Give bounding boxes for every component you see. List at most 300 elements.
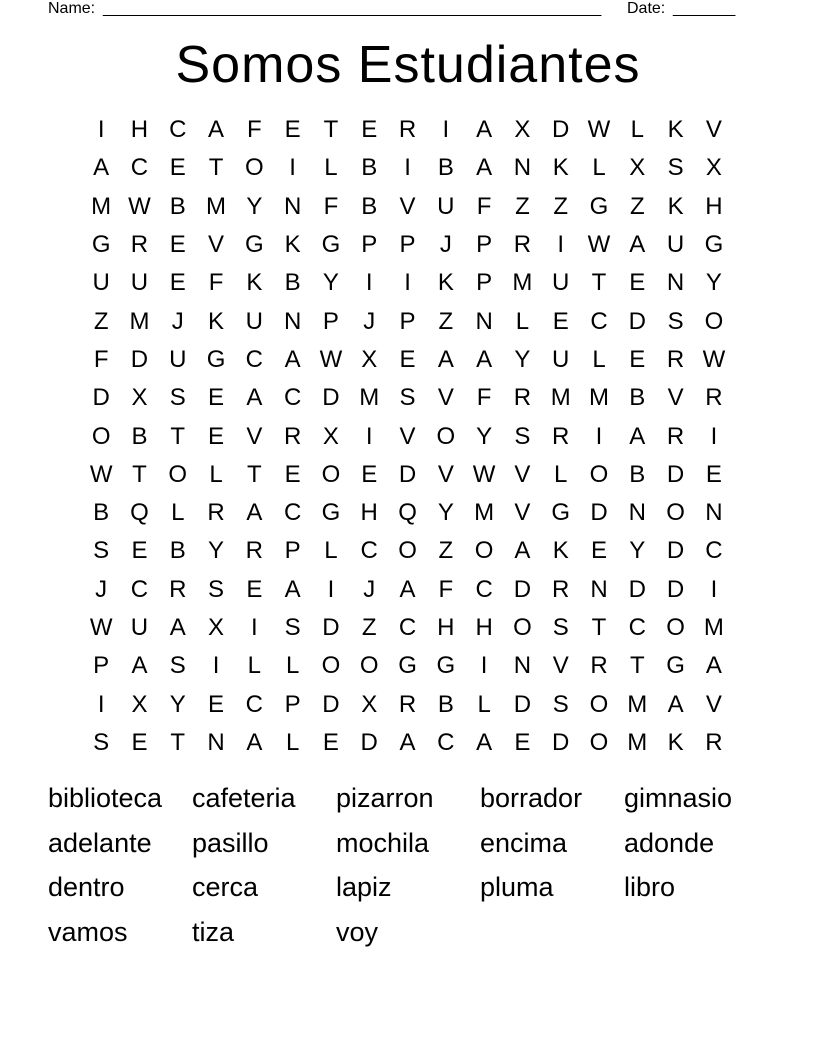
grid-letter[interactable]: M [627,690,648,718]
grid-letter[interactable]: E [552,307,569,335]
grid-letter[interactable]: P [399,231,416,259]
grid-letter[interactable]: D [552,116,570,144]
grid-letter[interactable]: I [365,422,373,450]
grid-letter[interactable]: I [595,422,603,450]
grid-letter[interactable]: U [130,269,149,297]
grid-letter[interactable]: Z [93,307,109,335]
grid-letter[interactable]: V [399,422,416,450]
grid-letter[interactable]: A [705,652,722,680]
grid-letter[interactable]: C [245,690,263,718]
grid-letter[interactable]: P [399,307,416,335]
grid-letter[interactable]: W [128,192,151,220]
grid-letter[interactable]: R [552,575,570,603]
grid-letter[interactable]: A [476,154,493,182]
grid-letter[interactable]: U [245,307,263,335]
grid-letter[interactable]: R [398,690,417,718]
grid-letter[interactable]: W [319,345,343,373]
grid-letter[interactable]: O [245,154,264,182]
grid-letter[interactable]: E [514,728,531,756]
grid-letter[interactable]: O [91,422,111,450]
grid-row [82,379,733,417]
grid-letter[interactable]: K [208,307,225,335]
grid-letter[interactable]: U [666,231,685,259]
grid-letter[interactable]: S [667,307,684,335]
grid-letter[interactable]: N [513,652,532,680]
grid-letter[interactable]: A [246,384,263,412]
grid-letter[interactable]: S [169,384,186,412]
grid-letter[interactable]: C [283,384,302,412]
grid-letter[interactable]: K [552,537,569,565]
grid-letter[interactable]: I [251,614,258,641]
grid-letter[interactable]: C [130,154,149,182]
grid-letter[interactable]: J [171,307,184,335]
grid-letter[interactable]: J [363,307,376,335]
grid-letter[interactable]: E [629,345,646,373]
grid-letter[interactable]: C [437,728,455,756]
grid-letter[interactable]: M [703,614,724,641]
grid-letter[interactable]: C [283,499,302,527]
grid-letter[interactable]: A [476,728,493,756]
grid-letter[interactable]: M [91,192,112,220]
grid-letter[interactable]: N [475,307,493,335]
grid-letter[interactable]: C [705,537,723,565]
grid-letter[interactable]: B [93,499,110,527]
grid-letter[interactable]: S [667,154,684,182]
grid-letter[interactable]: O [666,614,685,641]
grid-letter[interactable]: R [398,116,417,144]
grid-letter[interactable]: E [131,728,148,756]
grid-letter[interactable]: N [283,307,302,335]
grid-letter[interactable]: N [207,728,225,756]
grid-letter[interactable]: I [480,652,488,680]
grid-letter[interactable]: R [552,422,570,450]
grid-letter[interactable]: T [323,116,339,144]
grid-letter[interactable]: Y [208,537,225,565]
grid-letter[interactable]: V [437,460,454,488]
grid-letter[interactable]: A [93,154,110,182]
grid-letter[interactable]: P [93,652,110,680]
grid-letter[interactable]: G [245,231,264,259]
grid-letter[interactable]: S [169,652,186,680]
grid-row [82,456,733,494]
grid-letter[interactable]: A [169,614,186,641]
grid-letter[interactable]: R [666,422,685,450]
grid-letter[interactable]: R [513,384,532,412]
grid-letter[interactable]: D [398,460,417,488]
grid-letter[interactable]: G [666,652,685,680]
grid-letter[interactable]: R [207,499,225,527]
grid-letter[interactable]: G [589,192,609,220]
grid-letter[interactable]: I [97,116,105,144]
grid-letter[interactable]: E [246,575,263,603]
grid-letter[interactable]: V [437,384,454,412]
grid-letter[interactable]: S [93,728,110,756]
grid-letter[interactable]: A [284,345,301,373]
grid-letter[interactable]: B [169,192,186,220]
grid-letter[interactable]: L [171,499,185,527]
grid-letter[interactable]: Q [130,499,149,527]
grid-letter[interactable]: F [247,116,262,144]
grid-letter[interactable]: N [705,499,723,527]
grid-letter[interactable]: D [130,345,149,373]
grid-letter[interactable]: H [360,499,378,527]
grid-letter[interactable]: C [360,537,378,565]
grid-letter[interactable]: E [284,460,301,488]
grid-letter[interactable]: C [628,614,646,641]
grid-letter[interactable]: K [246,269,263,297]
grid-letter[interactable]: I [97,690,105,718]
grid-letter[interactable]: S [552,690,569,718]
grid-letter[interactable]: B [284,269,301,297]
grid-letter[interactable]: A [629,422,646,450]
grid-letter[interactable]: M [550,384,571,412]
grid-letter[interactable]: T [591,614,607,641]
grid-letter[interactable]: L [630,116,644,144]
grid-letter[interactable]: L [592,345,606,373]
grid-letter[interactable]: E [322,728,339,756]
grid-letter[interactable]: R [705,728,723,756]
grid-letter[interactable]: R [666,345,685,373]
grid-letter[interactable]: Q [398,499,417,527]
grid-letter[interactable]: S [514,422,531,450]
grid-letter[interactable]: X [705,154,722,182]
grid-letter[interactable]: D [513,690,532,718]
grid-letter[interactable]: O [589,728,609,756]
grid-letter[interactable]: K [667,728,684,756]
grid-row [82,264,733,302]
grid-letter[interactable]: O [168,460,188,488]
word-bank-item: gimnasio [624,783,733,813]
grid-letter[interactable]: H [130,116,149,144]
grid-letter[interactable]: O [589,690,609,718]
grid-letter[interactable]: A [476,345,493,373]
grid-letter[interactable]: Y [169,690,186,718]
grid-letter[interactable]: T [170,728,186,756]
grid-letter[interactable]: B [131,422,148,450]
grid-letter[interactable]: E [591,537,608,565]
grid-letter[interactable]: B [629,460,646,488]
grid-letter[interactable]: D [322,690,340,718]
word-bank-item: cafeteria [192,783,296,813]
grid-letter[interactable]: G [321,499,341,527]
grid-letter[interactable]: H [705,192,723,220]
grid-letter[interactable]: D [322,614,340,641]
grid-letter[interactable]: E [705,460,722,488]
grid-letter[interactable]: N [590,575,608,603]
grid-letter[interactable]: I [289,154,296,182]
grid-letter[interactable]: E [169,269,186,297]
grid-letter[interactable]: F [323,192,339,220]
grid-letter[interactable]: V [705,116,722,144]
grid-letter[interactable]: M [589,384,609,412]
grid-letter[interactable]: L [477,690,491,718]
grid-letter[interactable]: V [246,422,263,450]
grid-letter[interactable]: T [629,652,645,680]
grid-letter[interactable]: M [359,384,380,412]
grid-letter[interactable]: I [557,231,565,259]
grid-letter[interactable]: X [131,384,148,412]
grid-letter[interactable]: R [513,231,532,259]
grid-letter[interactable]: V [514,499,531,527]
grid-letter[interactable]: O [513,614,532,641]
grid-letter[interactable]: U [130,614,149,641]
grid-letter[interactable]: S [552,614,569,641]
grid-letter[interactable]: V [667,384,684,412]
grid-letter[interactable]: P [476,269,493,297]
word-bank-item: pizarron [336,783,434,813]
grid-letter[interactable]: E [208,690,225,718]
grid-letter[interactable]: G [91,231,111,259]
grid-letter[interactable]: W [587,231,611,259]
grid-letter[interactable]: Z [438,307,454,335]
grid-letter[interactable]: N [666,269,685,297]
grid-letter[interactable]: E [361,460,378,488]
grid-letter[interactable]: H [475,614,493,641]
date-blank-line[interactable]: _______ [673,0,736,17]
grid-letter[interactable]: M [512,269,533,297]
grid-letter[interactable]: L [285,728,300,756]
grid-letter[interactable]: Y [322,269,339,297]
grid-letter[interactable]: J [95,575,108,603]
grid-letter[interactable]: G [398,652,417,680]
word-bank-item: adelante [48,827,152,858]
grid-letter[interactable]: P [284,690,301,718]
grid-letter[interactable]: C [169,116,187,144]
grid-letter[interactable]: W [89,614,113,641]
grid-letter[interactable]: W [89,460,113,488]
grid-letter[interactable]: B [361,154,378,182]
grid-letter[interactable]: D [628,307,646,335]
grid-letter[interactable]: D [552,728,570,756]
grid-letter[interactable]: P [476,231,493,259]
grid-letter[interactable]: E [208,422,225,450]
grid-letter[interactable]: K [437,269,454,297]
grid-letter[interactable]: A [246,499,263,527]
grid-letter[interactable]: S [208,575,225,603]
grid-letter[interactable]: A [131,652,148,680]
grid-letter[interactable]: E [284,116,301,144]
grid-letter[interactable]: X [361,690,378,718]
grid-letter[interactable]: B [437,690,454,718]
grid-letter[interactable]: R [130,231,149,259]
grid-letter[interactable]: G [551,499,571,527]
grid-letter[interactable]: E [169,154,186,182]
grid-letter[interactable]: K [552,154,569,182]
grid-letter[interactable]: Z [629,192,645,220]
grid-letter[interactable]: D [666,460,685,488]
grid-letter[interactable]: Y [437,499,454,527]
grid-letter[interactable]: T [208,154,224,182]
grid-letter[interactable]: C [398,614,417,641]
grid-letter[interactable]: L [324,154,338,182]
grid-letter[interactable]: G [704,231,724,259]
grid-letter[interactable]: K [667,116,684,144]
grid-letter[interactable]: D [590,499,608,527]
grid-letter[interactable]: N [283,192,302,220]
grid-letter[interactable]: J [363,575,376,603]
grid-letter[interactable]: X [322,422,339,450]
grid-letter[interactable]: E [361,116,378,144]
grid-letter[interactable]: Y [476,422,493,450]
grid-letter[interactable]: R [169,575,187,603]
grid-letter[interactable]: W [472,460,496,488]
grid-letter[interactable]: O [436,422,456,450]
grid-letter[interactable]: O [321,652,341,680]
grid-letter[interactable]: A [667,690,684,718]
grid-letter[interactable]: A [246,728,263,756]
grid-letter[interactable]: A [514,537,531,565]
grid-letter[interactable]: E [208,384,225,412]
grid-letter[interactable]: Z [553,192,569,220]
grid-letter[interactable]: M [206,192,227,220]
grid-letter[interactable]: N [628,499,646,527]
grid-letter[interactable]: P [322,307,339,335]
grid-letter[interactable]: Z [515,192,530,220]
grid-letter[interactable]: J [439,231,452,259]
grid-letter[interactable]: D [666,537,685,565]
grid-letter[interactable]: L [324,537,338,565]
grid-letter[interactable]: O [666,499,685,527]
grid-letter[interactable]: D [360,728,378,756]
grid-letter[interactable]: D [322,384,340,412]
grid-letter[interactable]: C [130,575,149,603]
grid-letter[interactable]: W [587,116,611,144]
grid-letter[interactable]: X [208,614,225,641]
grid-letter[interactable]: S [399,384,416,412]
grid-letter[interactable]: R [245,537,263,565]
grid-letter[interactable]: N [513,154,532,182]
grid-letter[interactable]: Y [629,537,646,565]
grid-letter[interactable]: D [513,575,532,603]
grid-letter[interactable]: I [442,116,450,144]
grid-letter[interactable]: C [475,575,493,603]
grid-letter[interactable]: B [437,154,454,182]
grid-letter[interactable]: R [590,652,608,680]
grid-letter[interactable]: K [667,192,684,220]
grid-letter[interactable]: U [169,345,187,373]
grid-letter[interactable]: X [131,690,148,718]
grid-letter[interactable]: T [591,269,607,297]
grid-letter[interactable]: R [283,422,302,450]
grid-letter[interactable]: V [399,192,416,220]
grid-letter[interactable]: I [710,575,718,603]
grid-letter[interactable]: M [627,728,648,756]
grid-letter[interactable]: K [284,231,301,259]
grid-letter[interactable]: Y [705,269,722,297]
grid-letter[interactable]: V [208,231,225,259]
grid-letter[interactable]: Z [361,614,377,641]
grid-letter[interactable]: T [170,422,186,450]
grid-letter[interactable]: U [552,345,570,373]
grid-letter[interactable]: S [93,537,110,565]
grid-letter[interactable]: I [404,269,411,297]
grid-letter[interactable]: O [359,652,379,680]
grid-letter[interactable]: A [284,575,301,603]
grid-letter[interactable]: R [705,384,723,412]
grid-letter[interactable]: B [361,192,378,220]
grid-letter[interactable]: C [245,345,263,373]
name-blank-line[interactable]: ________________________________________________________ [103,0,602,17]
grid-letter[interactable]: H [437,614,455,641]
grid-letter[interactable]: O [398,537,417,565]
grid-letter[interactable]: F [438,575,454,603]
grid-letter[interactable]: F [476,192,492,220]
grid-letter[interactable]: A [629,231,646,259]
grid-letter[interactable]: P [361,231,378,259]
grid-letter[interactable]: X [361,345,378,373]
grid-letter[interactable]: D [628,575,646,603]
grid-letter[interactable]: L [515,307,530,335]
grid-letter[interactable]: F [93,345,109,373]
grid-letter[interactable]: T [247,460,262,488]
grid-letter[interactable]: E [629,269,646,297]
grid-letter[interactable]: I [365,269,373,297]
date-label: Date: [627,0,666,17]
grid-letter[interactable]: O [589,460,609,488]
grid-letter[interactable]: A [208,116,225,144]
grid-letter[interactable]: D [92,384,110,412]
grid-letter[interactable]: C [590,307,608,335]
grid-letter[interactable]: F [476,384,492,412]
grid-letter[interactable]: L [247,652,262,680]
grid-letter[interactable]: T [132,460,147,488]
grid-letter[interactable]: G [436,652,456,680]
grid-letter[interactable]: L [285,652,300,680]
grid-letter[interactable]: X [629,154,646,182]
grid-letter[interactable]: E [399,345,416,373]
grid-letter[interactable]: D [666,575,685,603]
grid-letter[interactable]: B [629,384,646,412]
grid-letter[interactable]: A [476,116,493,144]
grid-letter[interactable]: L [554,460,568,488]
grid-letter[interactable]: Y [246,192,263,220]
grid-letter[interactable]: V [514,460,531,488]
grid-letter[interactable]: S [284,614,301,641]
grid-letter[interactable]: A [437,345,454,373]
grid-letter[interactable]: I [404,154,411,182]
grid-letter[interactable]: O [704,307,724,335]
grid-letter[interactable]: A [399,575,416,603]
grid-letter[interactable]: F [208,269,224,297]
grid-letter[interactable]: V [552,652,569,680]
grid-letter[interactable]: U [92,269,110,297]
grid-letter[interactable]: Y [514,345,531,373]
grid-letter[interactable]: X [514,116,531,144]
grid-letter[interactable]: E [131,537,148,565]
grid-letter[interactable]: I [710,422,718,450]
grid-letter[interactable]: B [169,537,186,565]
grid-letter[interactable]: Z [438,537,454,565]
grid-letter[interactable]: P [284,537,301,565]
grid-letter[interactable]: E [169,231,186,259]
grid-letter[interactable]: I [327,575,335,603]
grid-letter[interactable]: G [321,231,341,259]
grid-letter[interactable]: W [702,345,726,373]
grid-letter[interactable]: I [212,652,220,680]
grid-letter[interactable]: O [474,537,494,565]
grid-letter[interactable]: M [474,499,495,527]
grid-row [82,494,733,532]
grid-letter[interactable]: G [206,345,226,373]
grid-letter[interactable]: V [705,690,722,718]
grid-letter[interactable]: U [552,269,570,297]
grid-letter[interactable]: A [399,728,416,756]
grid-letter[interactable]: L [592,154,606,182]
grid-letter[interactable]: M [129,307,150,335]
grid-letter[interactable]: U [437,192,455,220]
grid-letter[interactable]: L [209,460,223,488]
grid-letter[interactable]: O [321,460,341,488]
